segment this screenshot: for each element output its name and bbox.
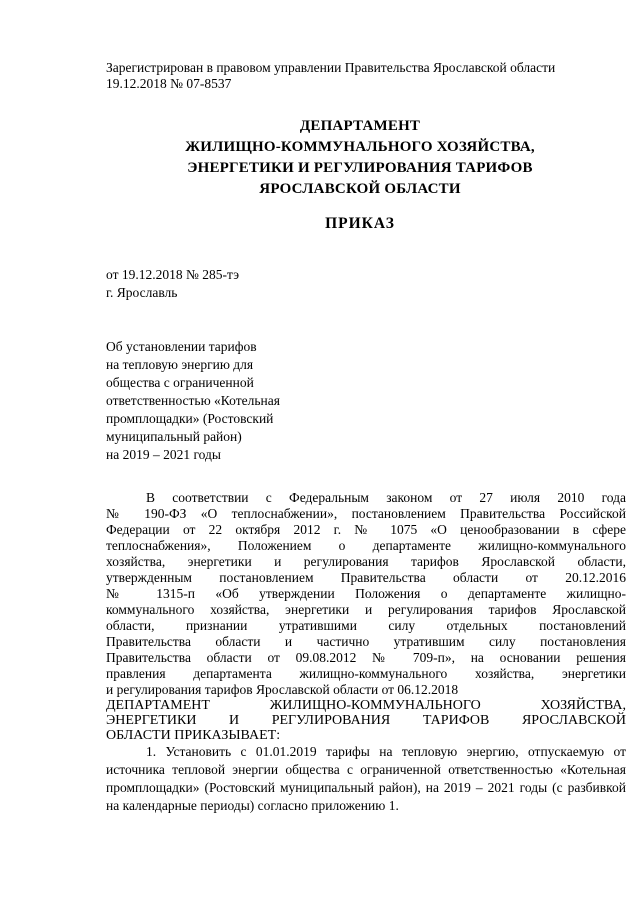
department-line-1: ДЕПАРТАМЕНТ (299, 118, 421, 134)
clause-1: 1. Установить с 01.01.2019 тарифы на тепловую энергию, отпускаемую от источника тепловой энергии общества с ограниченной ответственностью «Котельная промплощадки» (Ростовский муниципальный район), на 2019 – 2021 годы (с разбивкой на календарные периоды) согласно приложению 1. (106, 744, 626, 813)
preamble-line: теплоснабжения», Положением о департаменте жилищно-коммунального (106, 538, 626, 553)
preamble-line: В соответствии с Федеральным законом от 27 июля 2010 года (146, 490, 626, 505)
preamble-line: и регулирования тарифов Ярославской области от 06.12.2018 (106, 682, 459, 697)
document-meta (106, 266, 239, 302)
subject-line: Об установлении тарифов (106, 339, 257, 354)
preamble-line: № 1315-п «Об утверждении Положения о департаменте жилищно- (106, 586, 626, 601)
preamble-line: Правительства области от 09.08.2012 № 709-п», на основании решения (106, 650, 626, 665)
date-number: от 19.12.2018 № 285-тэ (106, 267, 240, 282)
registration-line-2: 19.12.2018 № 07-8537 (106, 76, 232, 91)
department-line-2: ЖИЛИЩНО-КОММУНАЛЬНОГО ХОЗЯЙСТВА, (185, 139, 535, 155)
document-type-heading: ПРИКАЗ (325, 215, 395, 232)
document-body (106, 490, 626, 815)
preamble-line: правления департамента жилищно-коммунального хозяйства, энергетики (106, 666, 626, 681)
subject-line: промплощадки» (Ростовский (106, 411, 274, 426)
order-line: ЭНЕРГЕТИКИ И РЕГУЛИРОВАНИЯ ТАРИФОВ ЯРОСЛАВСКОЙ (106, 713, 626, 728)
registration-line-1: Зарегистрирован в правовом управлении Правительства Ярославской области (106, 60, 556, 75)
subject-line: на 2019 – 2021 годы (106, 447, 221, 462)
preamble (106, 490, 626, 698)
preamble-line: Федерации от 22 октября 2012 г. № 1075 «О ценообразовании в сфере (106, 522, 626, 537)
city: г. Ярославль (106, 285, 178, 300)
preamble-line: утвержденным постановлением Правительства области от 20.12.2016 (106, 570, 626, 585)
department-line-3: ЭНЕРГЕТИКИ И РЕГУЛИРОВАНИЯ ТАРИФОВ (187, 160, 533, 176)
preamble-line: № 190-ФЗ «О теплоснабжении», постановлением Правительства Российской (106, 506, 626, 521)
preamble-line: коммунального хозяйства, энергетики и регулирования тарифов Ярославской (106, 602, 626, 617)
document-subject (106, 338, 346, 464)
department-line-4: ЯРОСЛАВСКОЙ ОБЛАСТИ (259, 181, 461, 197)
department-heading (100, 116, 620, 200)
preamble-line: хозяйства, энергетики и регулирования тарифов Ярославской области, (106, 554, 626, 569)
subject-line: на тепловую энергию для (106, 357, 254, 372)
preamble-line: Правительства области и частично утратившим силу постановления (106, 634, 626, 649)
order-statement (106, 698, 626, 743)
subject-line: общества с ограниченной (106, 375, 254, 390)
order-line: ОБЛАСТИ ПРИКАЗЫВАЕТ: (106, 728, 281, 743)
subject-line: муниципальный район) (106, 429, 242, 444)
subject-line: ответственностью «Котельная (106, 393, 280, 408)
registration-note (106, 60, 626, 92)
order-line: ДЕПАРТАМЕНТ ЖИЛИЩНО-КОММУНАЛЬНОГО ХОЗЯЙСТВА, (106, 698, 626, 713)
preamble-line: области, признании утратившими силу отдельных постановлений (106, 618, 626, 633)
